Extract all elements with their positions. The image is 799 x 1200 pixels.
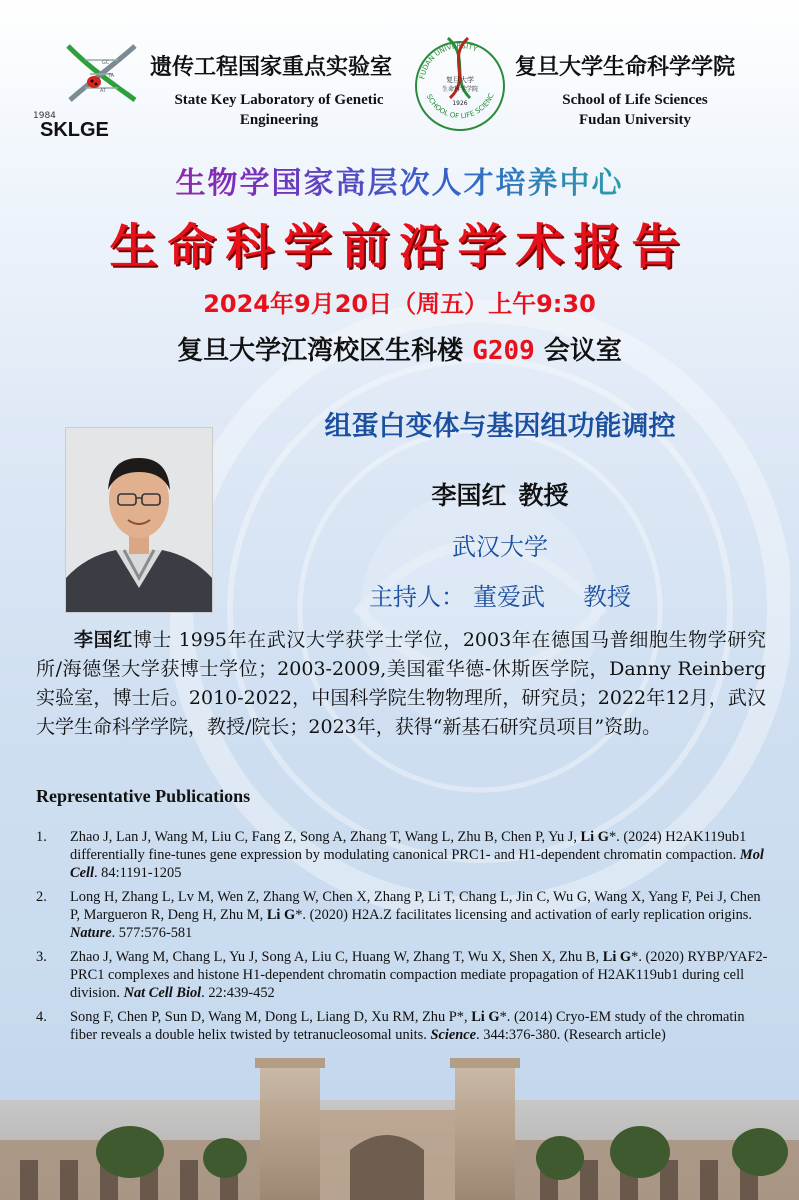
publication-title: . (2014) Cryo-EM study of the chromatin fiber reveals a double helix twisted by tetranucleosomal units.: [70, 1009, 745, 1043]
publication-authors: Zhao J, Lan J, Wang M, Liu C, Fang Z, Song A, Zhang T, Wang L, Zhu B, Chen P, Yu J,: [70, 829, 577, 845]
venue-hall: 会议室: [543, 336, 622, 366]
bio-name: 李国红: [74, 629, 133, 651]
school-name-en-line2: Fudan University: [578, 112, 692, 128]
speaker-name: 李国红: [431, 481, 507, 510]
publication-journal: Nature: [70, 925, 112, 941]
logo-text: SKLGE: [40, 119, 109, 138]
publication-item: [36, 948, 769, 1002]
event-datetime: 2024年9月20日（周五）上午9:30: [203, 290, 596, 318]
publication-cite: . 344:376-380. (Research article): [476, 1027, 666, 1043]
logo-center-line1: 复旦大学: [446, 76, 474, 84]
publication-item: [36, 1008, 769, 1044]
school-name-cn: 复旦大学生命科学学院: [515, 55, 736, 80]
publication-journal: Mol Cell: [70, 847, 764, 881]
logo-tag: TA: [108, 73, 115, 79]
publication-mark: *: [631, 949, 639, 965]
publication-number: 4.: [36, 1009, 47, 1025]
host-title: 教授: [583, 583, 631, 611]
talk-title: 组蛋白变体与基因组功能调控: [324, 411, 676, 442]
lab-name-en-line2: Engineering: [239, 112, 319, 128]
logo-tag: GC: [102, 60, 110, 66]
school-name-en: [510, 90, 760, 130]
event-venue: [0, 330, 799, 367]
speaker-title: 教授: [518, 481, 569, 510]
speaker-bio: [36, 626, 766, 742]
publication-cite: . 577:576-581: [111, 925, 193, 941]
publication-title: . (2020) RYBP/YAF2-PRC1 complexes and histone H1-dependent chromatin compaction mediate propagation of H2AK119ub1 during cell division.: [70, 949, 768, 1001]
publication-title: . (2020) H2A.Z facilitates licensing and activation of early replication origins.: [302, 907, 752, 923]
logo-center-line2: 生命科学学院: [441, 86, 479, 93]
publications-heading: Representative Publications: [36, 786, 251, 806]
series-title: 生命科学前沿学术报告: [109, 219, 690, 275]
publication-authors: Zhao J, Wang M, Chang L, Yu J, Song A, Liu C, Huang W, Zhang T, Wu X, Shen X, Zhu B,: [70, 949, 600, 965]
logo-year: 1984: [33, 111, 56, 121]
center-title: 生物学国家高层次人才培养中心: [0, 158, 799, 202]
venue-room: G209: [472, 336, 535, 366]
lab-name-en-line1: State Key Laboratory of Genetic: [174, 92, 384, 108]
publications-list: [36, 828, 769, 1050]
logo-year: 1926: [452, 100, 468, 107]
publication-mark: *: [295, 907, 303, 923]
speaker: [230, 476, 770, 512]
speaker-photo: [65, 427, 213, 613]
publication-cite: . 84:1191-1205: [93, 865, 182, 881]
publication-number: 2.: [36, 889, 47, 905]
host: [230, 577, 770, 612]
publication-highlight: Li G: [471, 1009, 500, 1025]
publication-title: . (2024) H2AK119ub1 differentially fine-tunes gene expression by modulating canonical PRC1- and H1-dependent chromatin compaction.: [70, 829, 747, 863]
publication-highlight: Li G: [580, 829, 609, 845]
publication-highlight: Li G: [602, 949, 632, 965]
bio-text: 博士 1995年在武汉大学获学士学位，2003年在德国马普细胞生物学研究所/海德堡大学获博士学位；2003-2009,美国霍华德-休斯医学院，Danny Reinberg实验室，博士后。2010-2022，中国科学院生物物理所，研究员；2022年12月，武汉大学生命科学学院，教授/院长；2023年，获得“新基石研究员项目”资助。: [36, 629, 766, 738]
campus-building-image: [0, 1040, 799, 1200]
publication-mark: *: [608, 829, 617, 845]
logo-ring-top: FUDAN UNIVERSITY: [418, 41, 479, 80]
publication-item: [36, 888, 769, 942]
publication-journal: Nat Cell Biol: [123, 985, 202, 1001]
publication-cite: . 22:439-452: [201, 985, 275, 1001]
publication-number: 1.: [36, 829, 47, 845]
svg-text:FUDAN UNIVERSITY: [418, 42, 479, 80]
publication-mark: *: [499, 1009, 507, 1025]
publication-journal: Science: [430, 1027, 477, 1043]
school-logo: [410, 28, 510, 132]
sklge-logo: [30, 38, 150, 138]
logo-ring-bottom: SCHOOL OF LIFE SCIENC: [424, 92, 496, 121]
school-name-en-line1: School of Life Sciences: [562, 92, 708, 108]
publication-number: 3.: [36, 949, 47, 965]
publication-item: [36, 828, 769, 882]
publication-highlight: Li G: [266, 907, 296, 923]
publication-authors: Song F, Chen P, Sun D, Wang M, Dong L, Liang D, Xu RM, Zhu P*,: [70, 1009, 468, 1025]
host-label: 主持人：: [369, 583, 465, 611]
logo-tag: AT: [100, 88, 107, 94]
lab-name-cn: 遗传工程国家重点实验室: [150, 55, 393, 80]
venue-place: 复旦大学江湾校区生科楼: [177, 336, 464, 366]
host-name: 董爱武: [473, 583, 545, 611]
lab-name-en: [148, 90, 410, 130]
publication-authors: Long H, Zhang L, Lv M, Wen Z, Zhang W, Chen X, Zhang P, Li T, Chang L, Jin C, Wu G, Wang X, Yang F, Pei J, Chen P, Margueron R, Deng H, Zhu M,: [70, 889, 761, 923]
speaker-affiliation: 武汉大学: [452, 533, 548, 561]
